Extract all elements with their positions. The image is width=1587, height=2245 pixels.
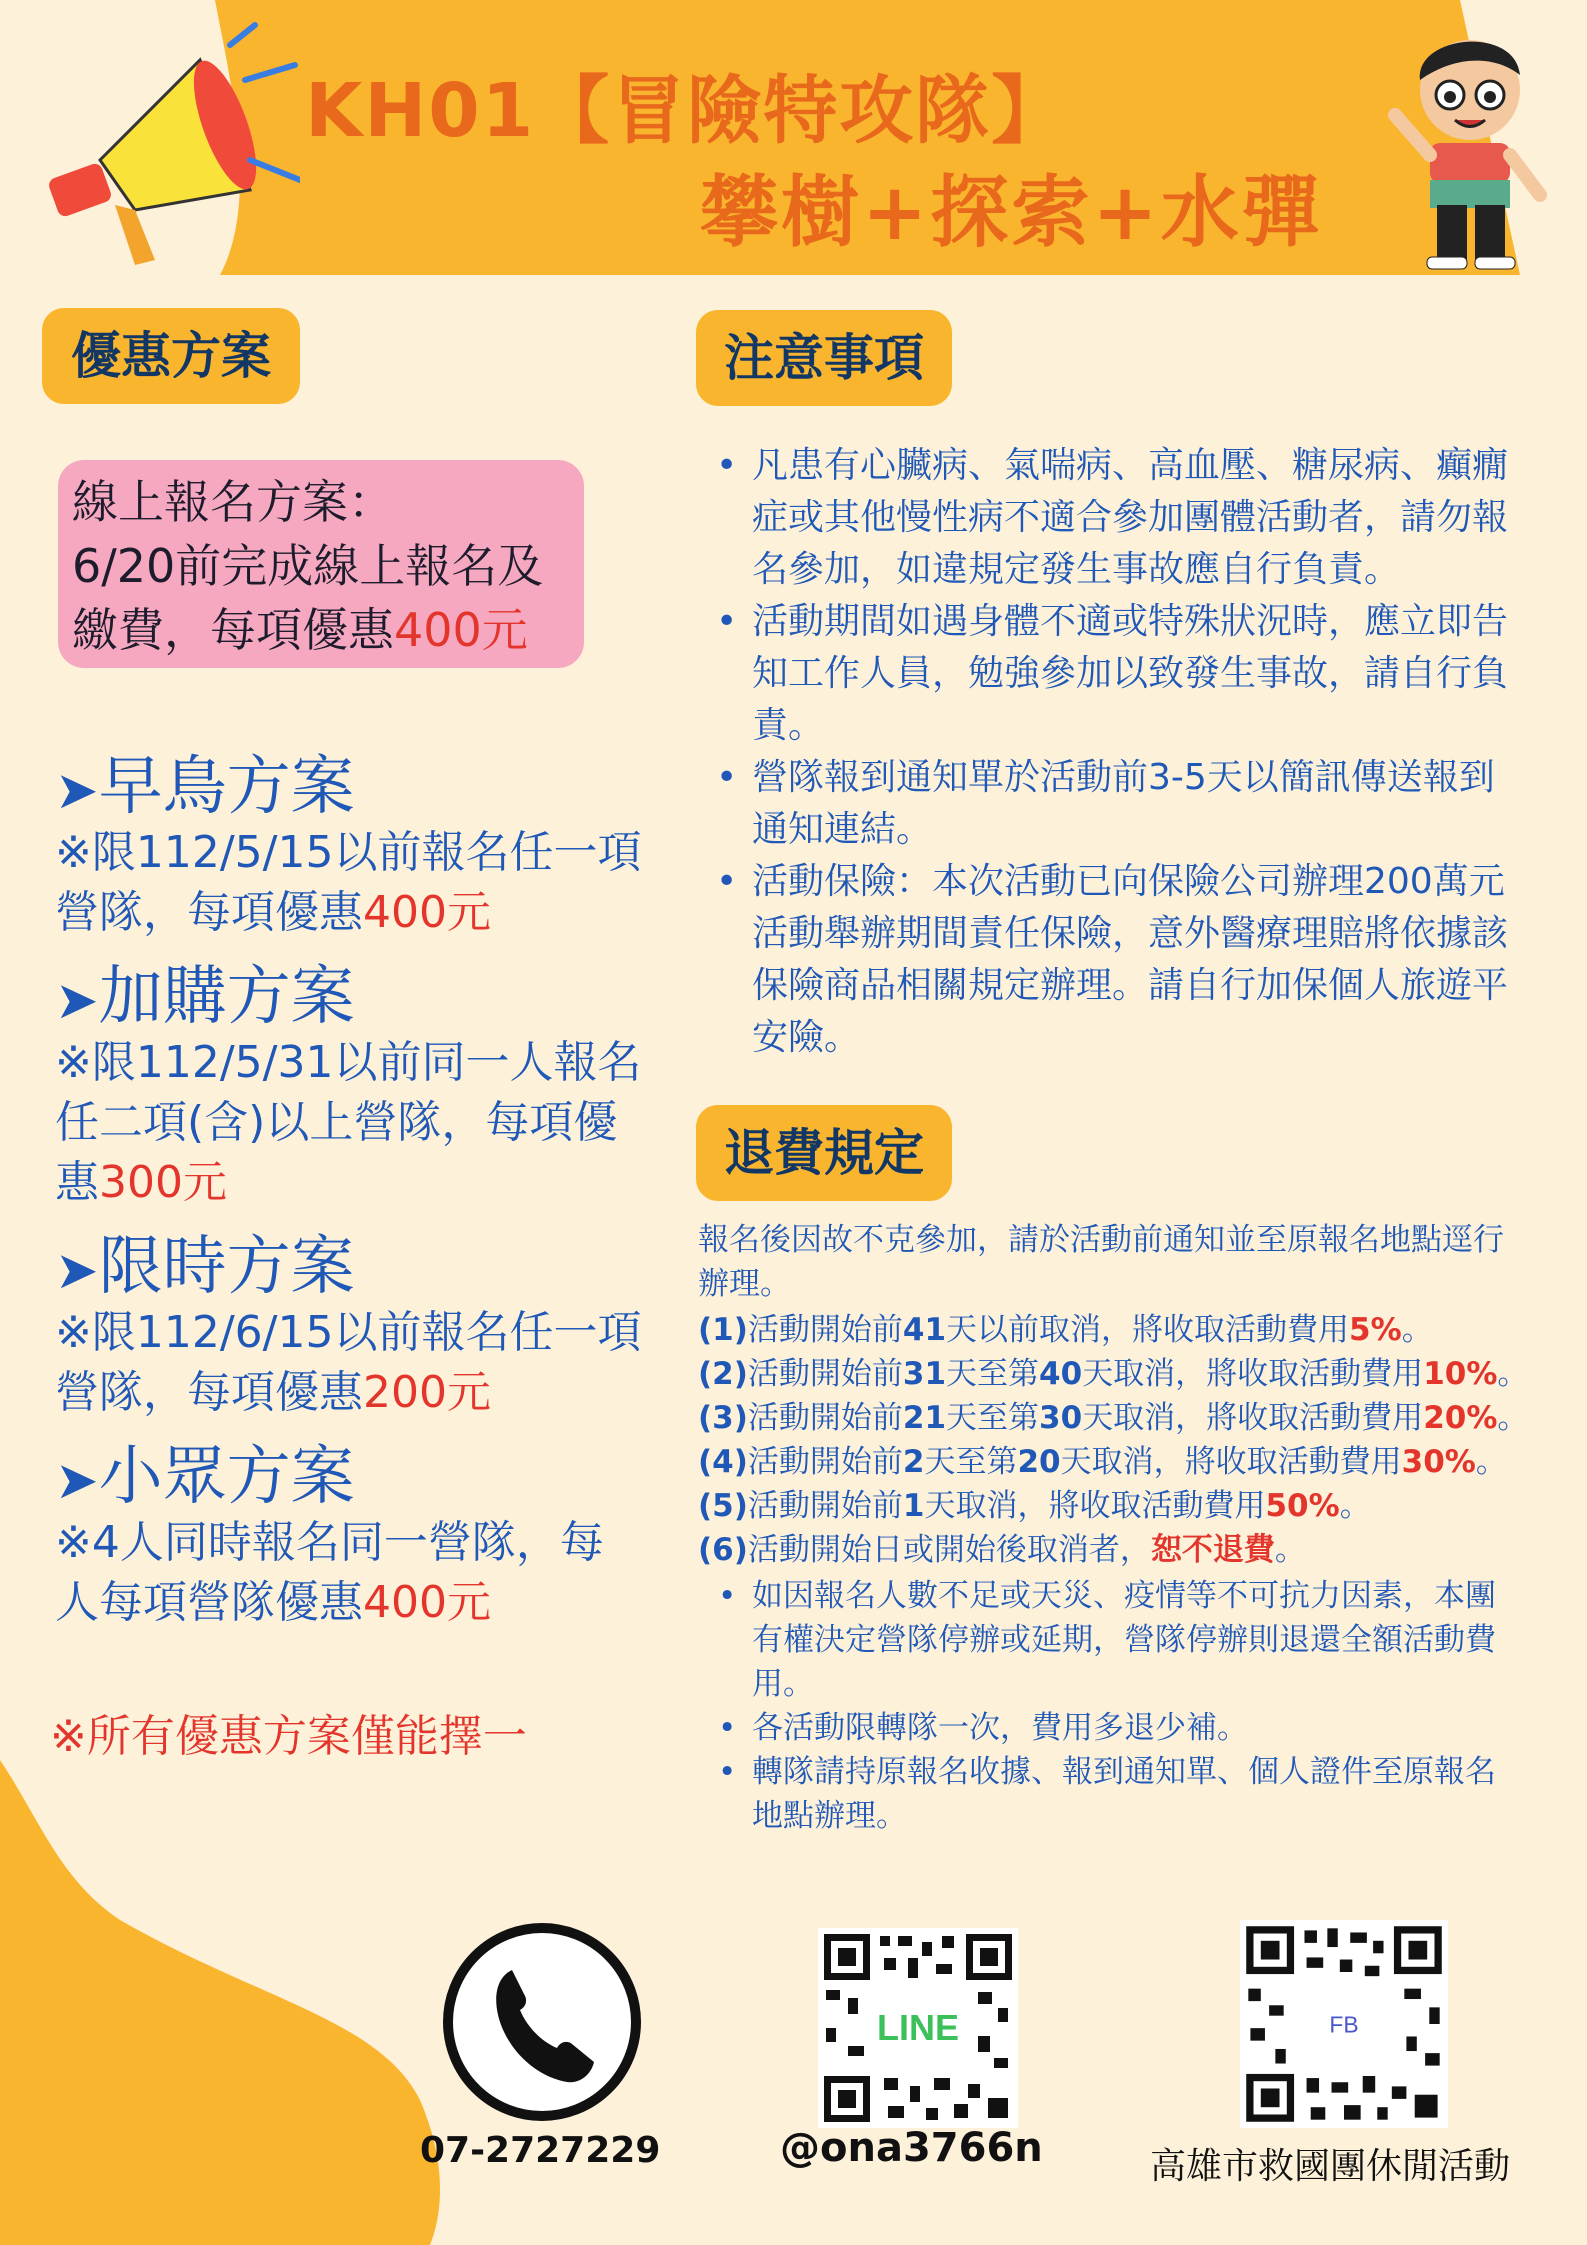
plan-small-group-desc: ※4人同時報名同一營隊，每 人每項營隊優惠400元 bbox=[55, 1517, 604, 1628]
kid-illustration bbox=[1385, 25, 1555, 275]
online-registration-box bbox=[58, 460, 584, 668]
arrow-icon: ➤ bbox=[55, 1241, 99, 1301]
only-one-discount-note: ※所有優惠方案僅能擇一 bbox=[50, 1711, 527, 1762]
discount-section-tag: 優惠方案 bbox=[42, 308, 300, 404]
phone-icon bbox=[442, 1922, 642, 2122]
plan-small-group-title: ➤小眾方案 bbox=[55, 1440, 355, 1514]
online-line1: 線上報名方案： bbox=[72, 475, 394, 529]
refund-note-item: • 轉隊請持原報名收據、報到通知單、個人證件至原報名 地點辦理。 bbox=[712, 1750, 1562, 1838]
online-line3: 繳費，每項優惠400元 bbox=[72, 603, 528, 657]
arrow-icon: ➤ bbox=[55, 761, 99, 821]
note-item: • 活動期間如遇身體不適或特殊狀況時，應立即告 知工作人員，勉強參加以致發生事故，請自行負 責。 bbox=[712, 596, 1542, 752]
arrow-icon: ➤ bbox=[55, 1451, 99, 1511]
refund-note-item: • 如因報名人數不足或天災、疫情等不可抗力因素，本團 有權決定營隊停辦或延期，營隊停辦則退還全額活動費 用。 bbox=[712, 1574, 1562, 1706]
plan-early-bird-title: ➤早鳥方案 bbox=[55, 750, 355, 824]
refund-rule-2: (2)活動開始前31天至第40天取消，將收取活動費用10%。 bbox=[698, 1356, 1529, 1392]
online-line2: 6/20前完成線上報名及 bbox=[72, 539, 544, 593]
note-item: • 營隊報到通知單於活動前3-5天以簡訊傳送報到 通知連結。 bbox=[712, 752, 1542, 856]
refund-rule-4: (4)活動開始前2天至第20天取消，將收取活動費用30%。 bbox=[698, 1444, 1507, 1480]
plan-limited-time-desc: ※限112/6/15以前報名任一項 營隊，每項優惠200元 bbox=[55, 1307, 642, 1418]
line-qr-code[interactable] bbox=[818, 1928, 1018, 2128]
refund-section-tag: 退費規定 bbox=[696, 1105, 952, 1201]
arrow-icon: ➤ bbox=[55, 971, 99, 1031]
online-amount: 400元 bbox=[394, 603, 528, 657]
fb-qr-label: FB bbox=[1329, 2011, 1359, 2038]
organization-name: 高雄市救國團休閒活動 bbox=[1149, 2146, 1510, 2187]
note-item: • 活動保險：本次活動已向保險公司辦理200萬元 活動舉辦期間責任保險，意外醫療理賠將依據該 保險商品相關規定辦理。請自行加保個人旅遊平 安險。 bbox=[712, 856, 1542, 1064]
refund-rule-3: (3)活動開始前21天至第30天取消，將收取活動費用20%。 bbox=[698, 1400, 1529, 1436]
line-id: @ona3766n bbox=[780, 2125, 1043, 2171]
page-title-line2: 攀樹+探索+水彈 bbox=[700, 168, 1323, 258]
phone-number: 07-2727229 bbox=[420, 2130, 661, 2171]
page-title-line1: KH01【冒險特攻隊】 bbox=[305, 68, 1068, 154]
refund-notes-list bbox=[712, 1574, 1562, 1838]
refund-note-item: • 各活動限轉隊一次，費用多退少補。 bbox=[712, 1706, 1562, 1750]
refund-rule-1: (1)活動開始前41天以前取消，將收取活動費用5%。 bbox=[698, 1312, 1433, 1348]
line-qr-label: LINE bbox=[876, 2007, 960, 2048]
plan-add-on-title: ➤加購方案 bbox=[55, 960, 355, 1034]
plan-add-on-desc: ※限112/5/31以前同一人報名 任二項(含)以上營隊，每項優 惠300元 bbox=[55, 1037, 642, 1208]
plan-limited-time-title: ➤限時方案 bbox=[55, 1230, 355, 1304]
megaphone-icon bbox=[40, 20, 300, 270]
note-item: • 凡患有心臟病、氣喘病、高血壓、糖尿病、癲癇 症或其他慢性病不適合參加團體活動者，請勿報 名參加，如違規定發生事故應自行負責。 bbox=[712, 440, 1542, 596]
refund-rule-5: (5)活動開始前1天取消，將收取活動費用50%。 bbox=[698, 1488, 1371, 1524]
notes-list bbox=[712, 440, 1542, 1064]
refund-rule-6: (6)活動開始日或開始後取消者，恕不退費。 bbox=[698, 1532, 1306, 1568]
plan-early-bird-desc: ※限112/5/15以前報名任一項 營隊，每項優惠400元 bbox=[55, 827, 642, 938]
notes-section-tag: 注意事項 bbox=[696, 310, 952, 406]
facebook-qr-code[interactable] bbox=[1240, 1920, 1448, 2128]
refund-intro: 報名後因故不克參加，請於活動前通知並至原報名地點逕行 辦理。 bbox=[698, 1222, 1504, 1302]
